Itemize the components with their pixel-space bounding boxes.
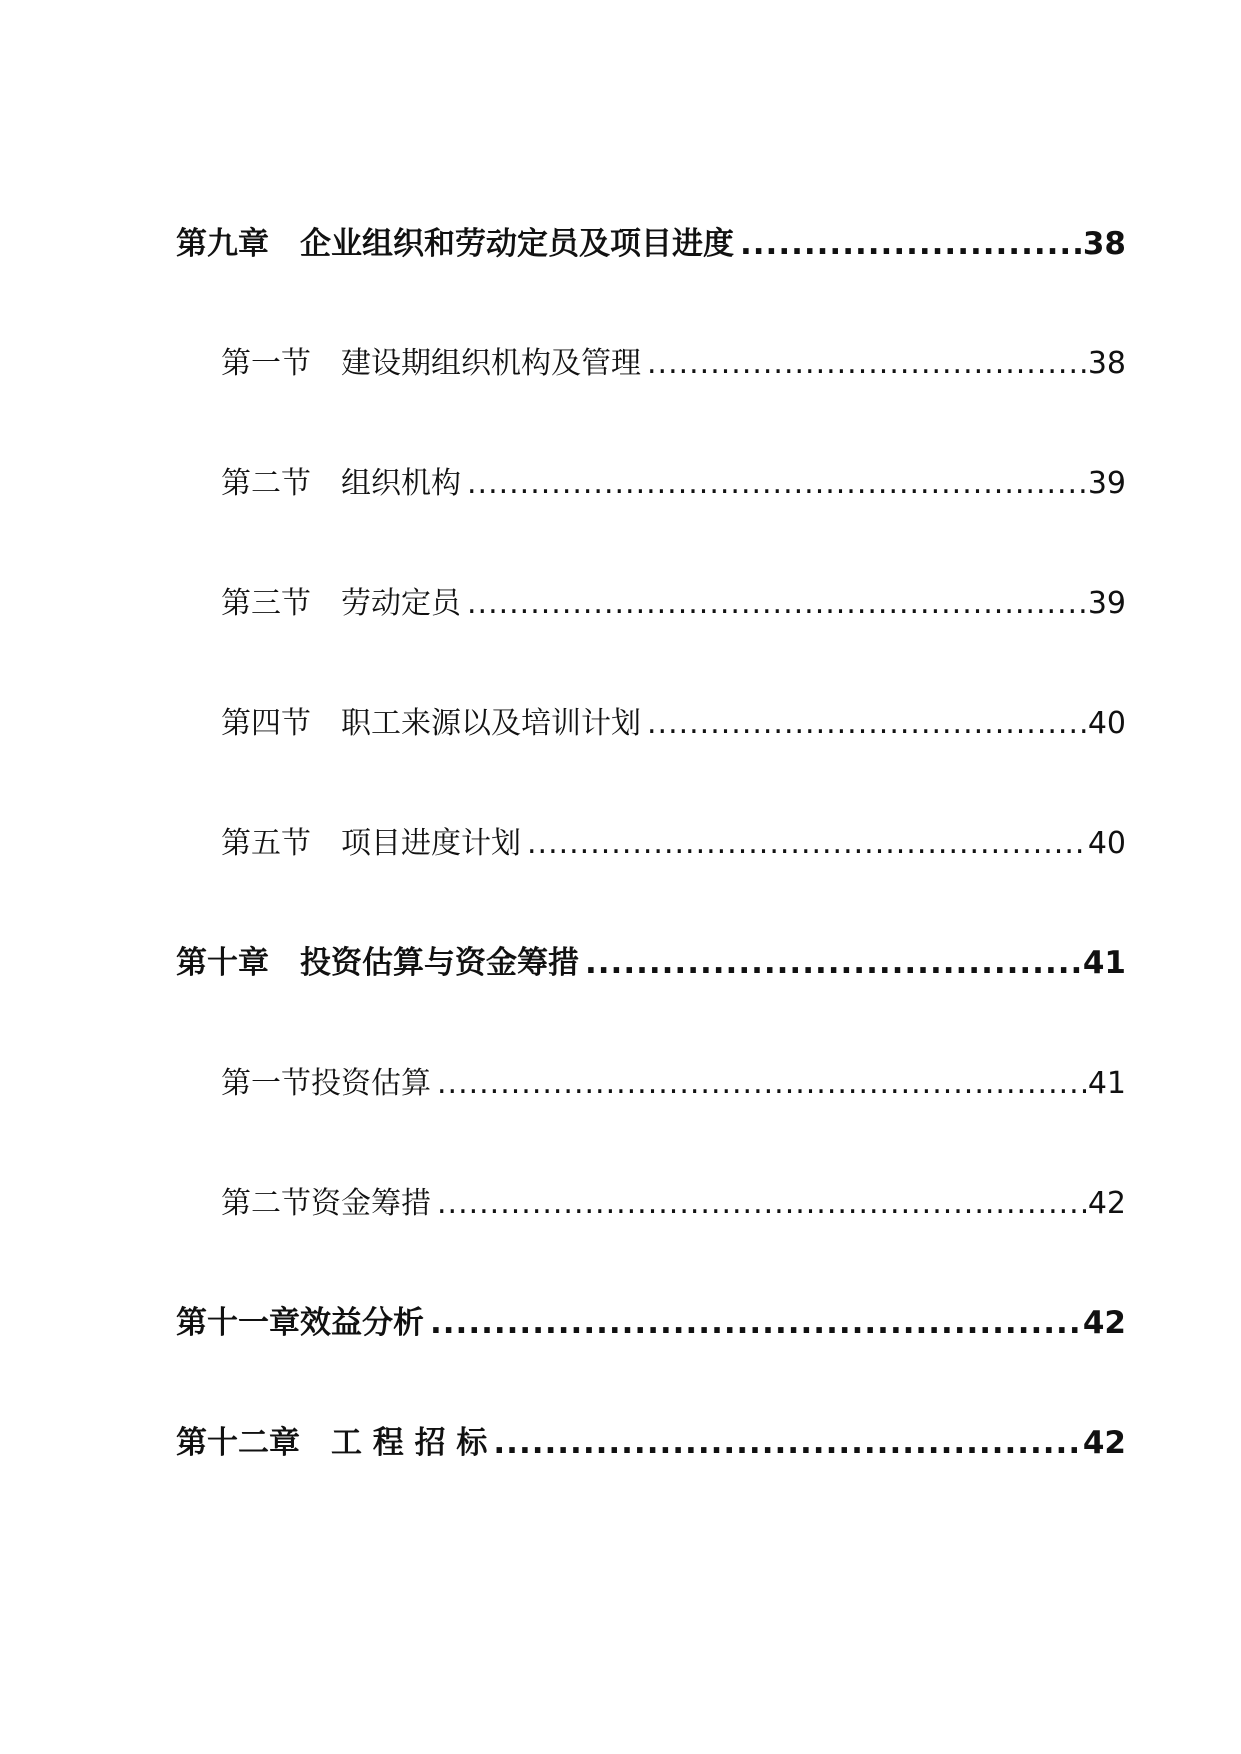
toc-entry-chapter-11[interactable] <box>176 1297 1126 1342</box>
toc-entry-title: 第一节投资估算 <box>221 1066 431 1101</box>
toc-page-number: 41 <box>1087 1066 1126 1101</box>
toc-dot-leader <box>493 1425 1080 1461</box>
toc-dot-leader <box>467 586 1086 621</box>
toc-page-number: 40 <box>1087 706 1126 741</box>
toc-dot-leader <box>585 945 1081 981</box>
toc-entry-title: 第十一章效益分析 <box>176 1305 424 1341</box>
toc-entry-title: 第二节资金筹措 <box>221 1186 431 1221</box>
toc-page-number: 42 <box>1082 1425 1126 1461</box>
toc-entry-section-10-1[interactable] <box>221 1058 1126 1102</box>
toc-page-number: 39 <box>1087 586 1126 621</box>
toc-page-number: 40 <box>1087 826 1126 861</box>
toc-entry-section-9-3[interactable] <box>221 578 1126 622</box>
toc-entry-section-10-2[interactable] <box>221 1178 1126 1222</box>
toc-page-number: 39 <box>1087 466 1126 501</box>
toc-page-number: 38 <box>1082 226 1126 262</box>
toc-entry-section-9-5[interactable] <box>221 818 1126 862</box>
toc-dot-leader <box>467 466 1086 501</box>
toc-page-number: 42 <box>1082 1305 1126 1341</box>
toc-entry-title: 第二节 组织机构 <box>221 466 461 501</box>
toc-entry-section-9-1[interactable] <box>221 338 1126 382</box>
toc-entry-chapter-12[interactable] <box>176 1417 1126 1462</box>
toc-entry-section-9-2[interactable] <box>221 458 1126 502</box>
toc-entry-title: 第十二章 工 程 招 标 <box>176 1425 488 1461</box>
toc-entry-title: 第一节 建设期组织机构及管理 <box>221 346 641 381</box>
toc-entry-chapter-10[interactable] <box>176 937 1126 982</box>
toc-entry-chapter-9[interactable] <box>176 218 1126 263</box>
toc-page-number: 41 <box>1082 945 1126 981</box>
toc-entry-section-9-4[interactable] <box>221 698 1126 742</box>
toc-dot-leader <box>740 226 1081 262</box>
toc-entry-title: 第三节 劳动定员 <box>221 586 461 621</box>
toc-dot-leader <box>437 1066 1086 1101</box>
toc-page-number: 42 <box>1087 1186 1126 1221</box>
toc-dot-leader <box>647 346 1086 381</box>
toc-dot-leader <box>527 826 1086 861</box>
toc-page-number: 38 <box>1087 346 1126 381</box>
toc-entry-title: 第五节 项目进度计划 <box>221 826 521 861</box>
toc-dot-leader <box>437 1186 1086 1221</box>
toc-entry-title: 第四节 职工来源以及培训计划 <box>221 706 641 741</box>
toc-dot-leader <box>430 1305 1081 1341</box>
toc-entry-title: 第十章 投资估算与资金筹措 <box>176 945 579 981</box>
toc-entry-title: 第九章 企业组织和劳动定员及项目进度 <box>176 226 734 262</box>
toc-dot-leader <box>647 706 1086 741</box>
